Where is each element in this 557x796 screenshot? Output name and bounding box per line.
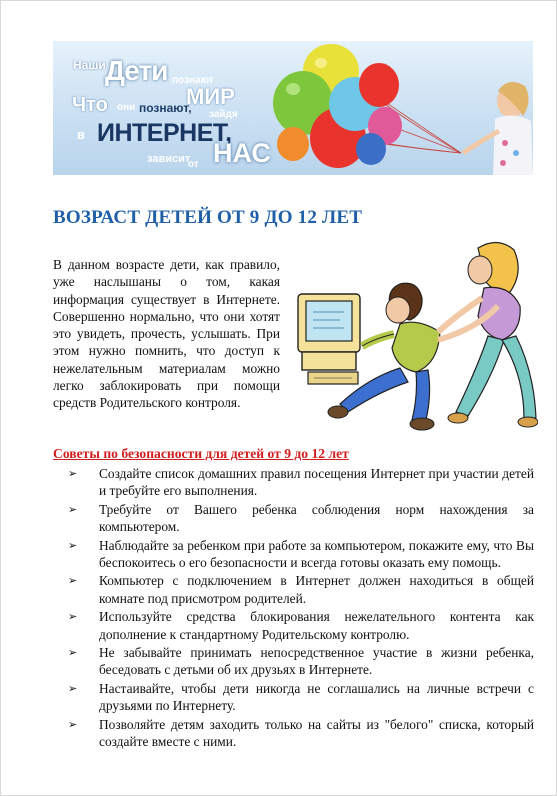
arrow-bullet-icon: ➢ xyxy=(68,610,78,624)
banner-word: МИР xyxy=(186,84,235,109)
girl-pulling-figure xyxy=(438,242,538,427)
arrow-bullet-icon: ➢ xyxy=(68,574,78,588)
banner-word: зависит xyxy=(147,153,191,165)
banner-word: ИНТЕРНЕТ, xyxy=(97,119,232,147)
banner-word: Наши xyxy=(73,58,106,72)
list-item xyxy=(53,608,534,643)
tip-text: Настаивайте, чтобы дети никогда не соглашались на личные встречи с друзьями по Интернету. xyxy=(99,680,534,714)
list-item xyxy=(53,644,534,679)
tip-text: Не забывайте принимать непосредственное участие в жизни ребенка, беседовать с детьми об их друзьях в Интернете. xyxy=(99,645,534,678)
list-item xyxy=(53,537,534,572)
list-item xyxy=(53,501,534,536)
tip-text: Используйте средства блокирования нежелательного контента как дополнение к стандартному Родительскому контролю. xyxy=(99,609,534,642)
tip-text: Компьютер с подключением в Интернет должен находиться в общей комнате под присмотром родителей. xyxy=(99,573,534,606)
banner-word: в xyxy=(77,127,85,142)
girl-figure xyxy=(463,82,533,175)
arrow-bullet-icon: ➢ xyxy=(68,717,78,731)
arrow-bullet-icon: ➢ xyxy=(68,646,78,660)
tips-list xyxy=(53,465,534,752)
tip-text: Требуйте от Вашего ребенка соблюдения норм нахождения за компьютером. xyxy=(99,501,534,535)
banner-word: от xyxy=(188,159,199,170)
banner-word: Дети xyxy=(105,55,168,86)
banner-word: они xyxy=(117,102,136,113)
banner-word: познают xyxy=(172,75,214,86)
banner-word: Что xyxy=(72,94,108,116)
computer-icon xyxy=(298,294,360,384)
tip-text: Позволяйте детям заходить только на сайты из "белого" списка, который создайте вместе с ними. xyxy=(99,716,534,750)
tips-heading: Советы по безопасности для детей от 9 до 12 лет xyxy=(53,446,349,461)
tip-text: Создайте список домашних правил посещения Интернет при участии детей и требуйте его выполнения. xyxy=(99,466,534,499)
intro-paragraph: В данном возрасте дети, как правило, уже наслышаны о том, какая информация существует в Интернете. Совершенно нормально, что они хотят это увидеть, прочесть, услышать. При этом нужно помнить, что доступ к нежелательным материалам можно легко заблокировать при помощи средств Родительского контроля. xyxy=(53,257,280,411)
arrow-bullet-icon: ➢ xyxy=(68,538,78,552)
banner-word: зайдя xyxy=(209,109,238,120)
arrow-bullet-icon: ➢ xyxy=(68,467,78,480)
arrow-bullet-icon: ➢ xyxy=(68,502,78,516)
list-item xyxy=(53,716,534,751)
header-banner xyxy=(53,41,533,175)
list-item xyxy=(53,465,534,500)
list-item xyxy=(53,572,534,607)
banner-word: НАС xyxy=(213,138,271,168)
kids-computer-illustration xyxy=(288,236,538,436)
arrow-bullet-icon: ➢ xyxy=(68,681,78,695)
page-title: ВОЗРАСТ ДЕТЕЙ ОТ 9 ДО 12 ЛЕТ xyxy=(53,207,363,228)
list-item xyxy=(53,680,534,715)
banner-word: познают, xyxy=(139,101,192,115)
tip-text: Наблюдайте за ребенком при работе за компьютером, покажите ему, что Вы беспокоитесь о его безопасности и всегда готовы оказать ему помощь. xyxy=(99,537,534,571)
